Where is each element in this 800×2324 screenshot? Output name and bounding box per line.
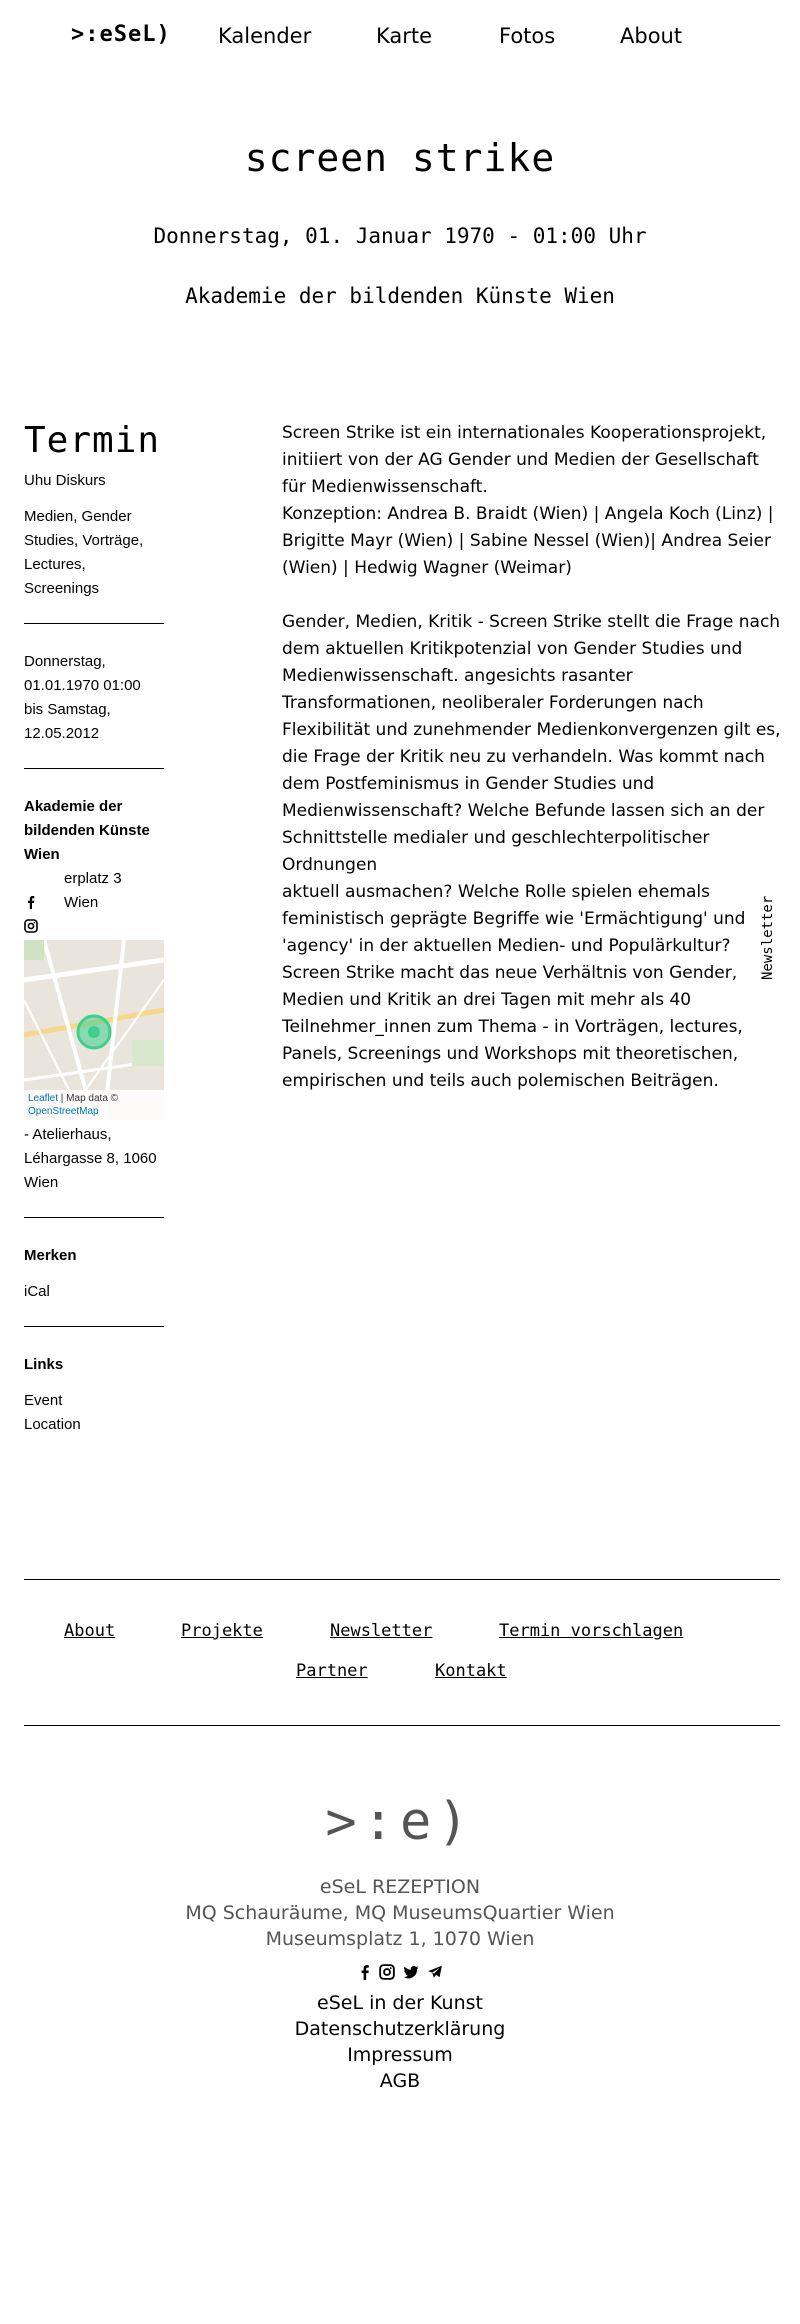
map-attribution: [24, 1090, 164, 1120]
event-datetime: Donnerstag, 01.01.1970 01:00 bis Samstag, 12.05.2012: [24, 653, 141, 742]
footer-link-agb[interactable]: AGB: [379, 2070, 421, 2092]
footer-link-impressum[interactable]: Impressum: [347, 2044, 453, 2066]
leaflet-link[interactable]: Leaflet: [28, 1093, 59, 1104]
nav-item-about[interactable]: About: [620, 24, 683, 48]
newsletter-side-tab[interactable]: Newsletter: [760, 895, 776, 980]
description-paragraph: Screen Strike ist ein internationales Kooperationsprojekt, initiiert von der AG Gender und Medien der Gesellschaft für Medienwissenschaft.: [282, 423, 767, 497]
event-description: [282, 420, 782, 1095]
description-paragraph: aktuell ausmachen? Welche Rolle spielen ehemals feministisch geprägte Begriffe wie 'Ermächtigung' und 'agency' in der aktuellen Medien- und Populärkultur? Screen Strike macht das neue Verhältnis von Gender, Medien und Kritik an drei Tagen mit mehr als 40 Teilnehmer_innen zum Thema - in Vorträgen, lectures, Panels, Screenings und Workshops mit theoretischen, empirischen und teils auch polemischen Beiträgen.: [282, 882, 746, 1091]
event-date-heading: Donnerstag, 01. Januar 1970 - 01:00 Uhr: [153, 224, 647, 248]
location-link[interactable]: Location: [24, 1416, 81, 1433]
org-name: eSeL REZEPTION: [319, 1876, 481, 1898]
footer-link-newsletter[interactable]: Newsletter: [330, 1621, 433, 1641]
instagram-icon[interactable]: [24, 919, 38, 933]
footer-link-termin-vorschlagen[interactable]: Termin vorschlagen: [499, 1621, 684, 1641]
location-name[interactable]: Akademie der bildenden Künste Wien: [24, 798, 150, 863]
divider: [24, 1217, 164, 1218]
links-heading: Links: [24, 1356, 64, 1373]
site-logo[interactable]: >:eSeL): [71, 22, 171, 47]
categories[interactable]: Medien, Gender Studies, Vorträge, Lectures, Screenings: [24, 508, 144, 597]
footer-divider-top: [24, 1579, 780, 1580]
nav-item-kalender[interactable]: Kalender: [218, 24, 312, 48]
location-extra: - Atelierhaus, Léhargasse 8, 1060 Wien: [24, 1126, 157, 1191]
map-attribution-text: | Map data ©: [58, 1093, 119, 1104]
divider: [24, 768, 164, 769]
instagram-icon[interactable]: [379, 1964, 395, 1980]
divider: [24, 623, 164, 624]
footer-link-kontakt[interactable]: Kontakt: [435, 1661, 507, 1681]
merken-heading: Merken: [24, 1247, 77, 1264]
location-street: erplatz 3: [64, 870, 122, 887]
osm-link[interactable]: OpenStreetMap: [28, 1106, 99, 1117]
description-paragraph: Gender, Medien, Kritik - Screen Strike stellt die Frage nach dem aktuellen Kritikpotenzial von Gender Studies und Medienwissenschaft. angesichts rasanter Transformationen, neoliberaler Forderungen nach Flexibilität und zunehmender Medienkonvergenzen gilt es, die Frage der Kritik neu zu verhandeln. Was kommt nach dem Postfeminismus in Gender Studies und Medienwissenschaft? Welche Befunde lassen sich an der Schnittstelle medialer und geschlechterpolitischer Ordnungen: [282, 612, 781, 875]
telegram-icon[interactable]: [427, 1964, 443, 1980]
map-marker-icon[interactable]: [76, 1014, 112, 1050]
event-link[interactable]: Event: [24, 1392, 63, 1409]
top-navigation: [0, 0, 800, 72]
footer-link-esel-kunst[interactable]: eSeL in der Kunst: [317, 1992, 483, 2014]
org-place: MQ Schauräume, MQ MuseumsQuartier Wien: [185, 1902, 615, 1924]
location-city: Wien: [64, 894, 99, 911]
facebook-icon[interactable]: [24, 895, 38, 909]
footer-divider-bottom: [24, 1725, 780, 1726]
org-address: Museumsplatz 1, 1070 Wien: [265, 1928, 535, 1950]
nav-item-karte[interactable]: Karte: [376, 24, 433, 48]
facebook-icon[interactable]: [357, 1964, 373, 1980]
event-venue-heading[interactable]: Akademie der bildenden Künste Wien: [185, 284, 615, 308]
twitter-icon[interactable]: [403, 1964, 419, 1980]
footer-link-projekte[interactable]: Projekte: [181, 1621, 263, 1641]
location-map[interactable]: [24, 940, 164, 1120]
ical-link[interactable]: iCal: [24, 1283, 50, 1300]
description-paragraph: Konzeption: Andrea B. Braidt (Wien) | Angela Koch (Linz) | Brigitte Mayr (Wien) | Sabine Nessel (Wien)| Andrea Seier (Wien) | Hedwig Wagner (Weimar): [282, 504, 774, 578]
footer-social-icons: [357, 1964, 447, 1982]
footer-logo: >:e): [325, 1792, 475, 1852]
event-sidebar: [24, 420, 164, 1437]
footer-link-partner[interactable]: Partner: [296, 1661, 368, 1681]
footer-link-about[interactable]: About: [64, 1621, 116, 1641]
event-title: screen strike: [244, 136, 556, 180]
footer-link-datenschutz[interactable]: Datenschutzerklärung: [294, 2018, 506, 2040]
nav-item-fotos[interactable]: Fotos: [499, 24, 556, 48]
divider: [24, 1326, 164, 1327]
organizer[interactable]: Uhu Diskurs: [24, 472, 106, 489]
termin-heading: Termin: [24, 420, 161, 461]
